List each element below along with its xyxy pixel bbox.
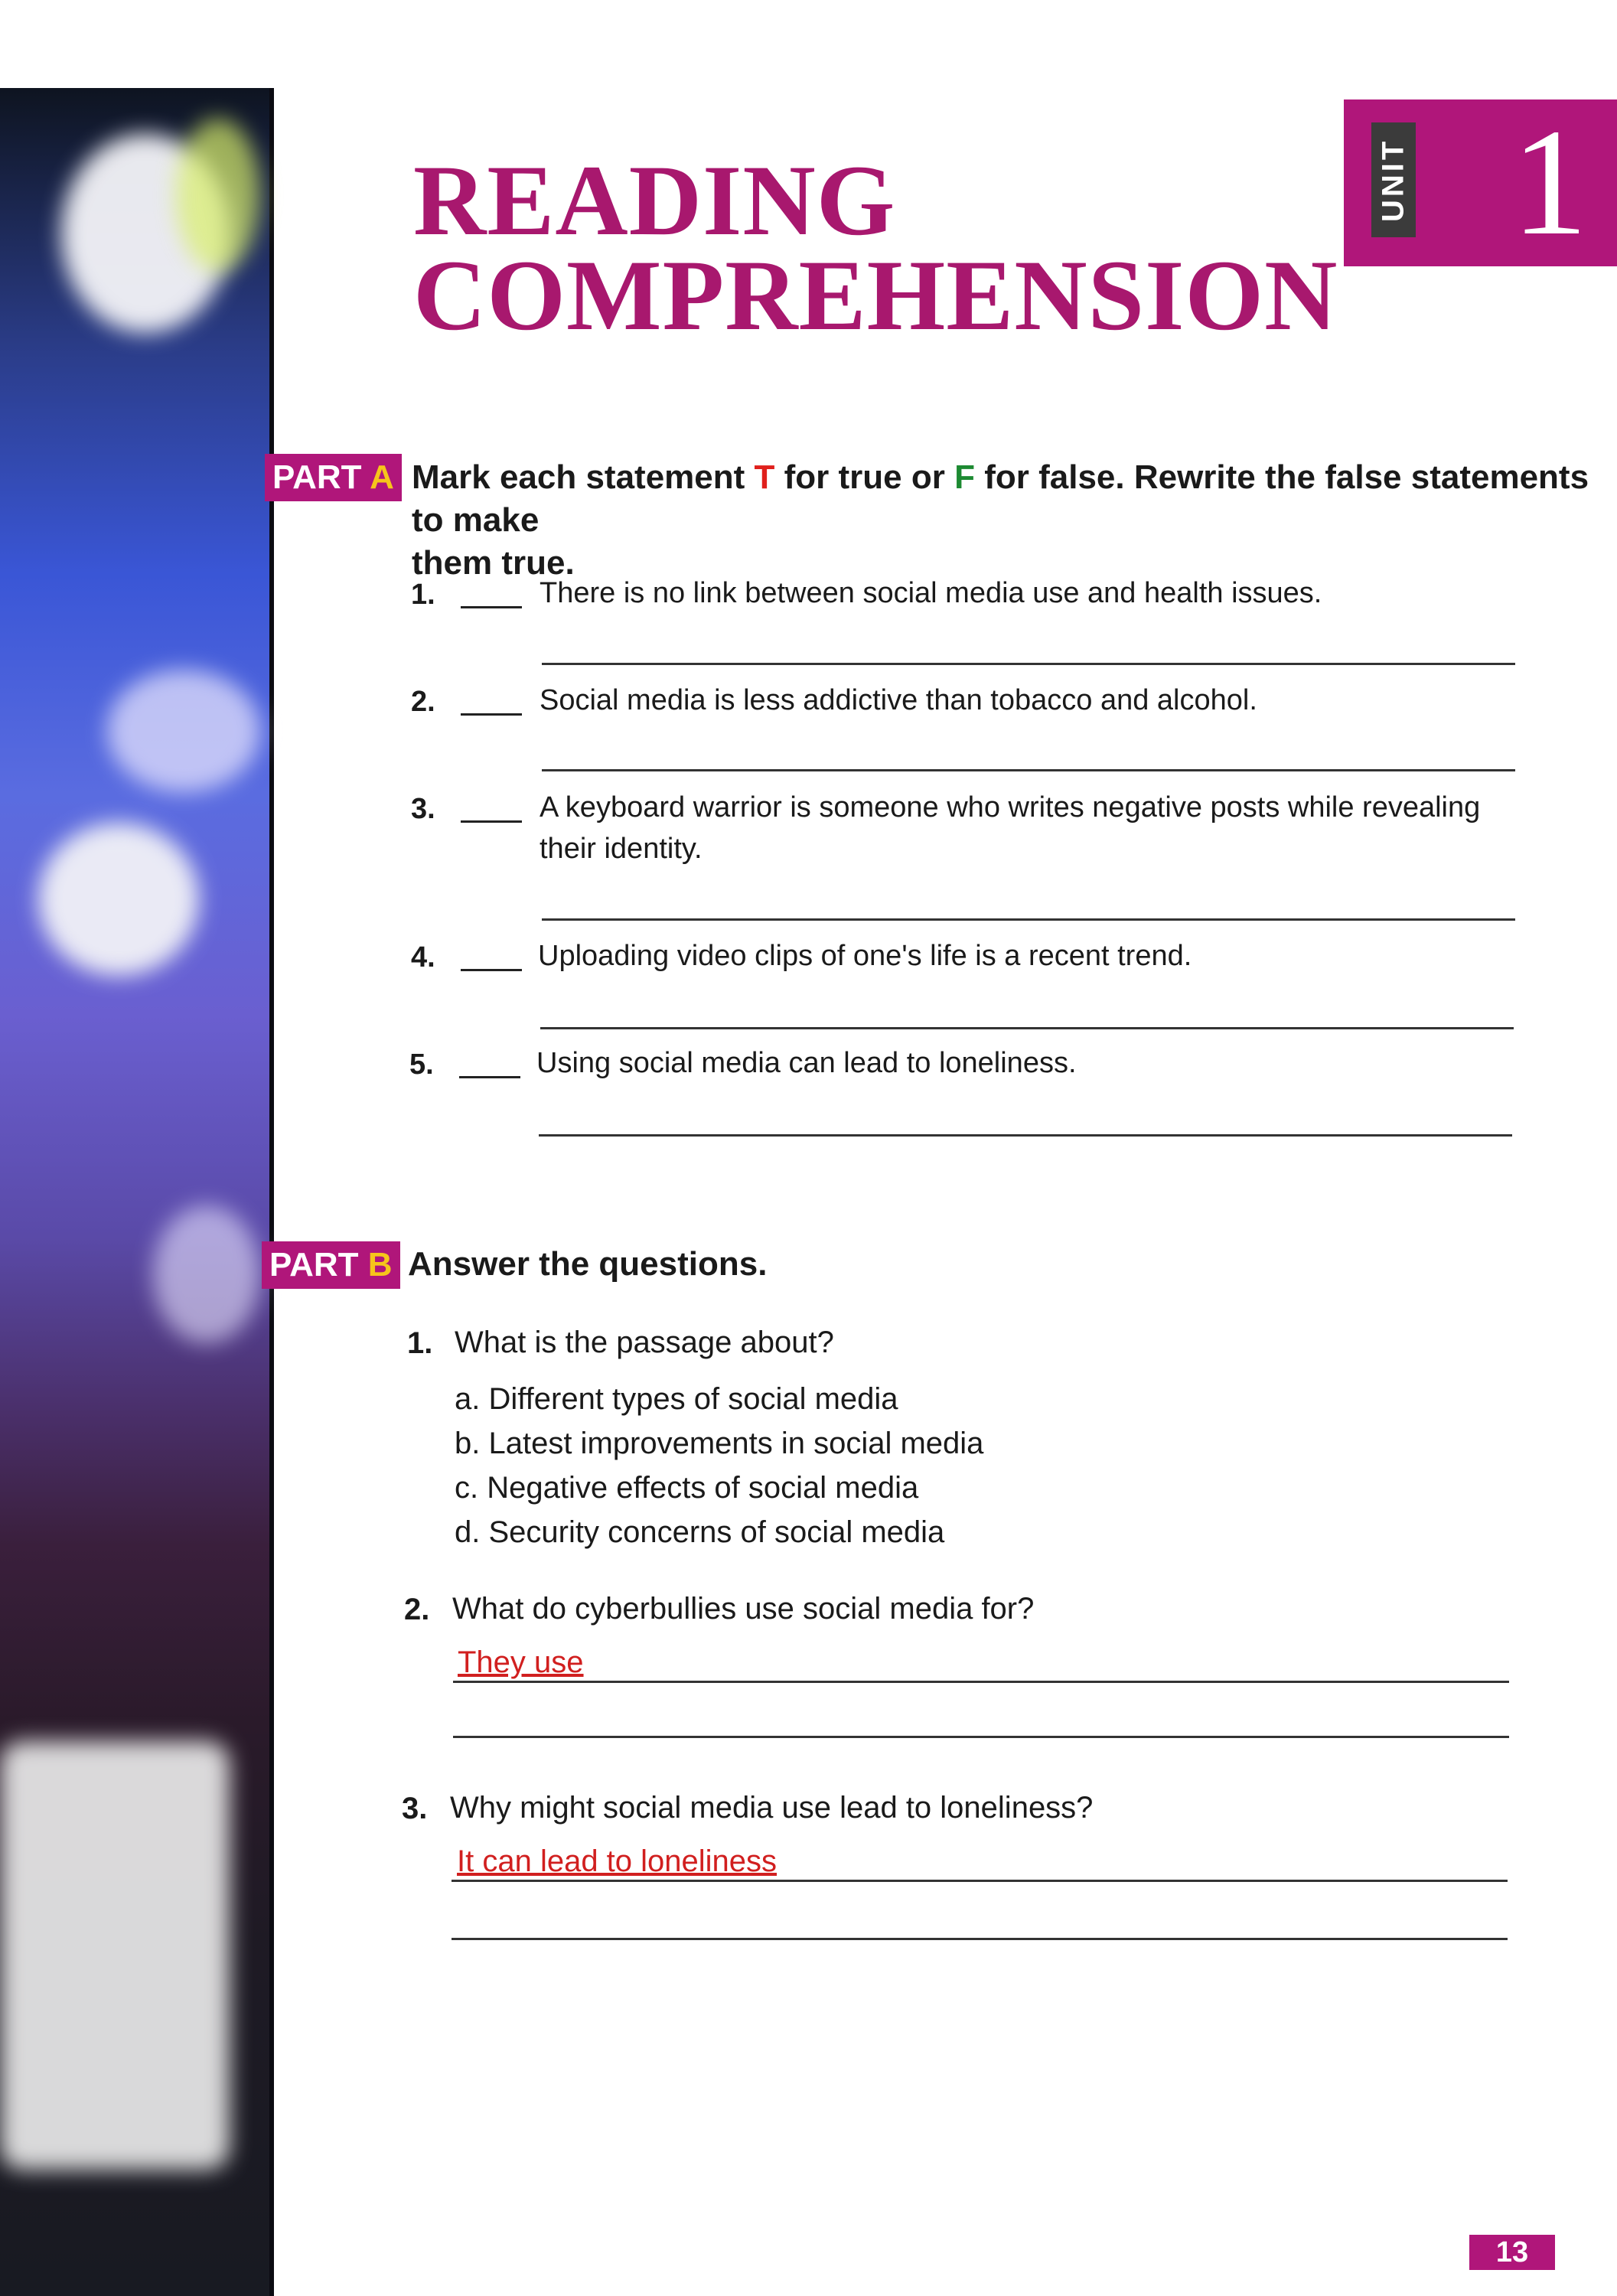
instruction-text-3: for false. Rewrite the false statements to make	[412, 458, 1589, 539]
instruction-text-1: Mark each statement	[412, 458, 755, 496]
q1-option-c[interactable]: c. Negative effects of social media	[455, 1471, 919, 1505]
item-2-tf-blank[interactable]	[461, 713, 522, 716]
q2-answer-line-1[interactable]	[453, 1681, 1509, 1683]
q2-answer-line-2[interactable]	[453, 1736, 1509, 1738]
item-2-statement: Social media is less addictive than tobacco and alcohol.	[540, 684, 1257, 716]
unit-number: 1	[1511, 98, 1588, 267]
item-5-answer-line[interactable]	[539, 1134, 1512, 1137]
item-1-statement: There is no link between social media use and health issues.	[540, 577, 1322, 609]
item-3-tf-blank[interactable]	[461, 820, 522, 823]
item-5-tf-blank[interactable]	[459, 1076, 520, 1078]
item-5-statement: Using social media can lead to loneliness.	[536, 1047, 1077, 1079]
part-b-tag	[262, 1241, 400, 1289]
page-number: 13	[1469, 2235, 1555, 2270]
item-1-tf-blank[interactable]	[461, 606, 522, 608]
item-4-tf-blank[interactable]	[461, 969, 522, 971]
part-b-word: PART	[269, 1246, 359, 1283]
title-line-2: COMPREHENSION	[413, 239, 1338, 351]
q3-answer-start: It can lead to loneliness	[457, 1844, 778, 1878]
q1-text: What is the passage about?	[455, 1326, 834, 1359]
page-title	[413, 144, 1338, 351]
part-b-letter: B	[367, 1246, 393, 1283]
part-b-instruction: Answer the questions.	[408, 1245, 768, 1283]
part-a-instruction	[412, 456, 1617, 585]
q2-text: What do cyberbullies use social media for?	[452, 1592, 1035, 1626]
q1-number: 1.	[407, 1326, 433, 1360]
q3-number: 3.	[402, 1792, 428, 1825]
decorative-sidebar-image	[0, 88, 274, 2296]
q1-option-a[interactable]: a. Different types of social media	[455, 1382, 898, 1416]
item-3-statement	[540, 787, 1480, 869]
unit-label: UNIT	[1371, 122, 1416, 237]
q3-answer-line-2[interactable]	[452, 1938, 1508, 1940]
true-letter: T	[754, 458, 775, 496]
item-3-statement-line-1: A keyboard warrior is someone who writes negative posts while revealing	[540, 791, 1481, 823]
item-4-answer-line[interactable]	[540, 1027, 1514, 1029]
item-4-number: 4.	[411, 941, 435, 974]
item-3-number: 3.	[411, 793, 435, 825]
part-a-tag	[265, 454, 402, 501]
q2-number: 2.	[404, 1593, 430, 1626]
item-5-number: 5.	[409, 1049, 434, 1081]
item-3-answer-line[interactable]	[542, 918, 1515, 921]
q1-option-d[interactable]: d. Security concerns of social media	[455, 1515, 945, 1549]
false-letter: F	[954, 458, 975, 496]
q1-option-b[interactable]: b. Latest improvements in social media	[455, 1427, 984, 1460]
q3-text: Why might social media use lead to loneliness?	[450, 1791, 1094, 1825]
item-3-statement-line-2: their identity.	[540, 833, 703, 865]
part-a-word: PART	[272, 458, 362, 496]
item-2-number: 2.	[411, 686, 435, 718]
q3-answer-line-1[interactable]	[452, 1880, 1508, 1882]
instruction-text-2: for true or	[774, 458, 955, 496]
instruction-text-4: them true.	[412, 544, 575, 582]
item-4-statement: Uploading video clips of one's life is a recent trend.	[538, 940, 1192, 972]
part-a-letter: A	[370, 458, 394, 496]
item-2-answer-line[interactable]	[542, 769, 1515, 771]
q2-answer-start: They use	[458, 1645, 584, 1679]
title-line-1: READING	[413, 144, 896, 256]
item-1-answer-line[interactable]	[542, 663, 1515, 665]
item-1-number: 1.	[411, 579, 435, 611]
